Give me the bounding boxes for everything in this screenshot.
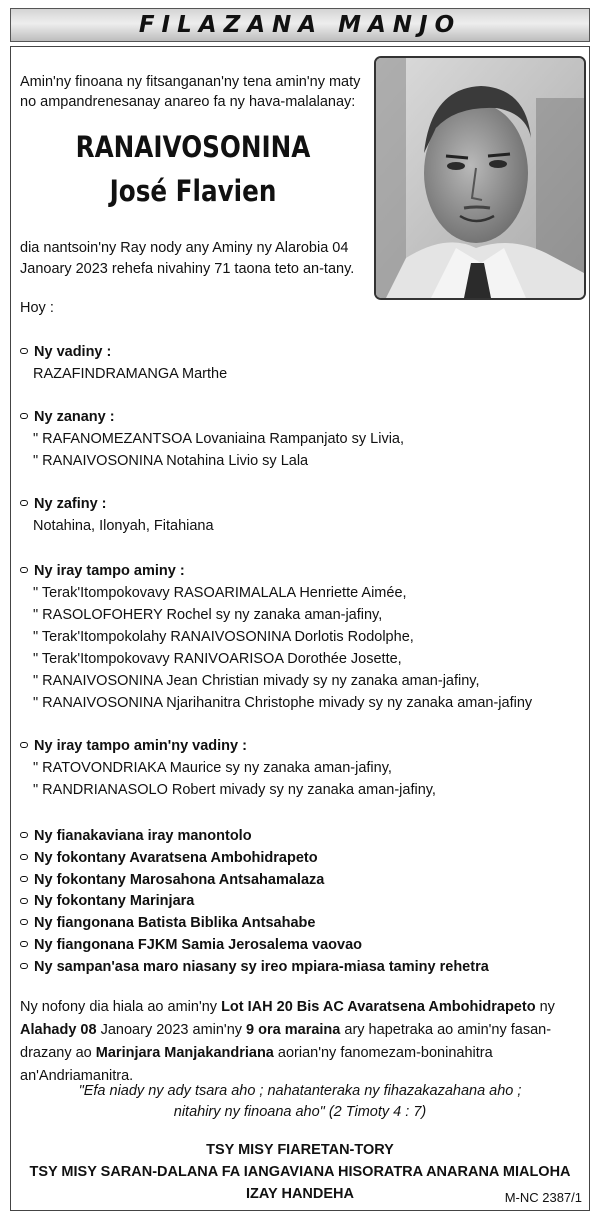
reference-code: M-NC 2387/1 (504, 1190, 582, 1205)
list-item: Notahina, Ilonyah, Fitahiana (33, 518, 214, 534)
funeral-location: Lot IAH 20 Bis AC Avaratsena Ambohidrapeto (221, 999, 536, 1015)
footer-line: TSY MISY FIARETAN-TORY (206, 1142, 394, 1158)
section-title-siblings: Ny iray tampo aminy : (20, 563, 185, 579)
list-item: " RANAIVOSONINA Jean Christian mivady sy ny zanaka aman-jafiny, (33, 673, 480, 689)
list-item: Ny sampan'asa maro niasany sy ireo mpiara-miasa taminy rehetra (20, 957, 489, 979)
list-item: Ny fokontany Marinjara (20, 891, 489, 913)
bible-quote: "Efa niady ny ady tsara aho ; nahatanteraka ny fihazakazahana aho ; nitahiry ny finoana aho" (2 Timoty 4 : 7) (78, 1083, 522, 1120)
section-title-grandchildren: Ny zafiny : (20, 496, 107, 512)
list-item: Ny fokontany Marosahona Antsahamalaza (20, 870, 489, 892)
bullet-icon (20, 919, 28, 925)
list-item: " RANAIVOSONINA Notahina Livio sy Lala (33, 453, 309, 469)
bullet-icon (20, 348, 28, 354)
bullet-icon (20, 832, 28, 838)
funeral-day: Alahady 08 (20, 1022, 97, 1038)
deceased-surname: RANAIVOSONINA (75, 130, 311, 164)
funeral-time: 9 ora maraina (246, 1022, 341, 1038)
bullet-icon (20, 963, 28, 969)
header-banner (10, 8, 590, 42)
intro-text: Amin'ny finoana ny fitsanganan'ny tena amin'ny maty no ampandrenesanay anareo fa ny hava-malalanay: (20, 74, 361, 110)
list-item: Ny fiangonana Batista Biblika Antsahabe (20, 913, 489, 935)
list-item: " Terak'Itompokovavy RANIVOARISOA Dorothée Josette, (33, 651, 402, 667)
deceased-given-names: José Flavien (109, 174, 277, 208)
footer-line: IZAY HANDEHA (246, 1186, 354, 1202)
bullet-icon (20, 898, 28, 904)
bullet-icon (20, 413, 28, 419)
list-item: Ny fianakaviana iray manontolo (20, 826, 489, 848)
section-title-spouse-siblings: Ny iray tampo amin'ny vadiny : (20, 738, 247, 754)
bullet-icon (20, 742, 28, 748)
section-title-children: Ny zanany : (20, 409, 115, 425)
list-item: " RANAIVOSONINA Njarihanitra Christophe mivady sy ny zanaka aman-jafiny (33, 695, 533, 711)
list-item: Ny fokontany Avaratsena Ambohidrapeto (20, 848, 489, 870)
burial-place: Marinjara Manjakandriana (95, 1045, 274, 1061)
list-item: Ny fiangonana FJKM Samia Jerosalema vaovao (20, 935, 489, 957)
bullet-icon (20, 567, 28, 573)
list-item: " RANDRIANASOLO Robert mivady sy ny zanaka aman-jafiny, (33, 782, 436, 798)
footer-line: TSY MISY SARAN-DALANA FA IANGAVIANA HISORATRA ANARANA MIALOHA (29, 1164, 571, 1180)
hoy-label: Hoy : (20, 300, 54, 316)
list-item: " Terak'Itompokovavy RASOARIMALALA Henriette Aimée, (33, 585, 407, 601)
list-item: " RASOLOFOHERY Rochel sy ny zanaka aman-jafiny, (33, 607, 383, 623)
list-item: " RAFANOMEZANTSOA Lovaniaina Rampanjato sy Livia, (33, 431, 405, 447)
list-item: RAZAFINDRAMANGA Marthe (33, 366, 228, 382)
death-announcement: dia nantsoin'ny Ray nody any Aminy ny Alarobia 04 Janoary 2023 rehefa nivahiny 71 taona teto an-tany. (20, 240, 355, 277)
bullet-icon (20, 941, 28, 947)
list-item: " Terak'Itompokolahy RANAIVOSONINA Dorlotis Rodolphe, (33, 629, 414, 645)
list-item: " RATOVONDRIAKA Maurice sy ny zanaka aman-jafiny, (33, 760, 392, 776)
bullet-icon (20, 500, 28, 506)
section-title-spouse: Ny vadiny : (20, 344, 111, 360)
portrait-photo (374, 56, 586, 300)
bullet-icon (20, 876, 28, 882)
families-list (20, 826, 489, 979)
bullet-icon (20, 854, 28, 860)
funeral-details: Ny nofony dia hiala ao amin'ny Lot IAH 20 Bis AC Avaratsena Ambohidrapeto ny Alahady 08 Janoary 2023 amin'ny 9 ora maraina ary hapetraka ao amin'ny fasan-drazany ao Marinjara Manjakandriana aorian'ny fanomezam-boninahitra an'Andriamanitra. (20, 999, 555, 1084)
banner-title: FILAZANA MANJO (138, 12, 462, 38)
